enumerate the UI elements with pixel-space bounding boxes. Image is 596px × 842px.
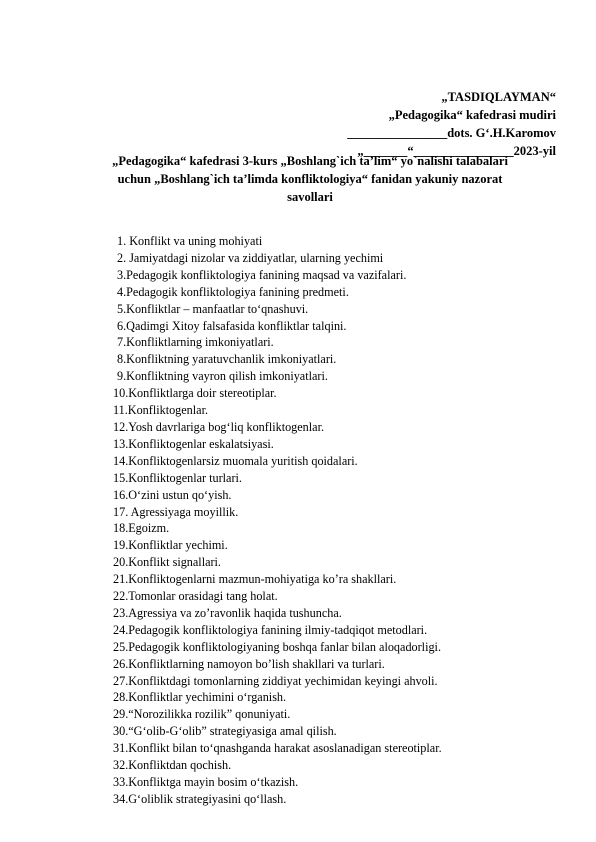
list-item: 24.Pedagogik konfliktologiya fanining ilmiy-tadqiqot metodlari.	[113, 622, 428, 637]
list-item: 25.Pedagogik konfliktologiyaning boshqa fanlar bilan aloqadorligi.	[113, 639, 441, 654]
title-line-1: „Pedagogika“ kafedrasi 3-kurs „Boshlang`ich ta’lim“ yo`nalishi talabalari	[112, 154, 508, 168]
approval-date-line: „_______“________________2023-yil	[357, 144, 556, 158]
list-item: 4.Pedagogik konfliktologiya fanining predmeti.	[117, 284, 349, 299]
list-item: 3.Pedagogik konfliktologiya fanining maqsad va vazifalari.	[117, 267, 407, 282]
list-item: 5.Konfliktlar – manfaatlar to‘qnashuvi.	[117, 301, 309, 316]
list-item: 31.Konflikt bilan to‘qnashganda harakat asoslanadigan stereotiplar.	[113, 741, 442, 756]
question-list	[113, 233, 442, 808]
approval-heading: „TASDIQLAYMAN“	[441, 90, 556, 104]
approval-signature-line: ________________dots. G‘.H.Karomov	[347, 126, 556, 140]
title-line-3: savollari	[287, 190, 333, 204]
list-item: 33.Konfliktga mayin bosim o‘tkazish.	[113, 775, 299, 789]
approval-position: „Pedagogika“ kafedrasi mudiri	[388, 108, 556, 122]
list-item: 27.Konfliktdagi tomonlarning ziddiyat yechimidan keyingi ahvoli.	[113, 673, 438, 688]
list-item: 13.Konfliktogenlar eskalatsiyasi.	[113, 436, 274, 451]
list-item: 15.Konfliktogenlar turlari.	[113, 470, 242, 485]
list-item: 32.Konfliktdan qochish.	[113, 758, 232, 773]
list-item: 22.Tomonlar orasidagi tang holat.	[113, 589, 278, 604]
approval-block	[347, 88, 556, 160]
list-item: 1. Konflikt va uning mohiyati	[117, 234, 263, 248]
list-item: 10.Konfliktlarga doir stereotiplar.	[113, 386, 277, 401]
list-item: 18.Egoizm.	[113, 521, 170, 536]
title-line-2: uchun „Boshlang`ich ta’limda konfliktologiya“ fanidan yakuniy nazorat	[117, 172, 503, 186]
list-item: 11.Konfliktogenlar.	[113, 403, 208, 418]
list-item: 9.Konfliktning vayron qilish imkoniyatlari.	[117, 369, 328, 384]
list-item: 6.Qadimgi Xitoy falsafasida konfliktlar talqini.	[117, 318, 347, 333]
list-item: 23.Agressiya va zo’ravonlik haqida tushuncha.	[113, 605, 342, 620]
document-title	[70, 152, 550, 206]
list-item: 20.Konflikt signallari.	[113, 555, 221, 570]
list-item: 29.“Norozilikka rozilik” qonuniyati.	[113, 707, 291, 722]
list-item: 14.Konfliktogenlarsiz muomala yuritish qoidalari.	[113, 453, 358, 468]
list-item: 17. Agressiyaga moyillik.	[113, 504, 239, 519]
list-item: 8.Konfliktning yaratuvchanlik imkoniyatlari.	[117, 352, 337, 367]
list-item: 2. Jamiyatdagi nizolar va ziddiyatlar, ularning yechimi	[117, 250, 384, 265]
list-item: 21.Konfliktogenlarni mazmun-mohiyatiga ko’ra shakllari.	[113, 572, 397, 587]
list-item: 34.G‘oliblik strategiyasini qo‘llash.	[113, 791, 287, 806]
list-item: 7.Konfliktlarning imkoniyatlari.	[117, 335, 274, 350]
list-item: 26.Konfliktlarning namoyon bo’lish shakllari va turlari.	[113, 656, 385, 671]
list-item: 19.Konfliktlar yechimi.	[113, 538, 228, 553]
list-item: 16.O‘zini ustun qo‘yish.	[113, 487, 232, 502]
list-item: 30.“G‘olib-G‘olib” strategiyasiga amal qilish.	[113, 724, 337, 739]
list-item: 12.Yosh davrlariga bog‘liq konfliktogenlar.	[113, 419, 325, 434]
list-item: 28.Konfliktlar yechimini o‘rganish.	[113, 690, 287, 705]
